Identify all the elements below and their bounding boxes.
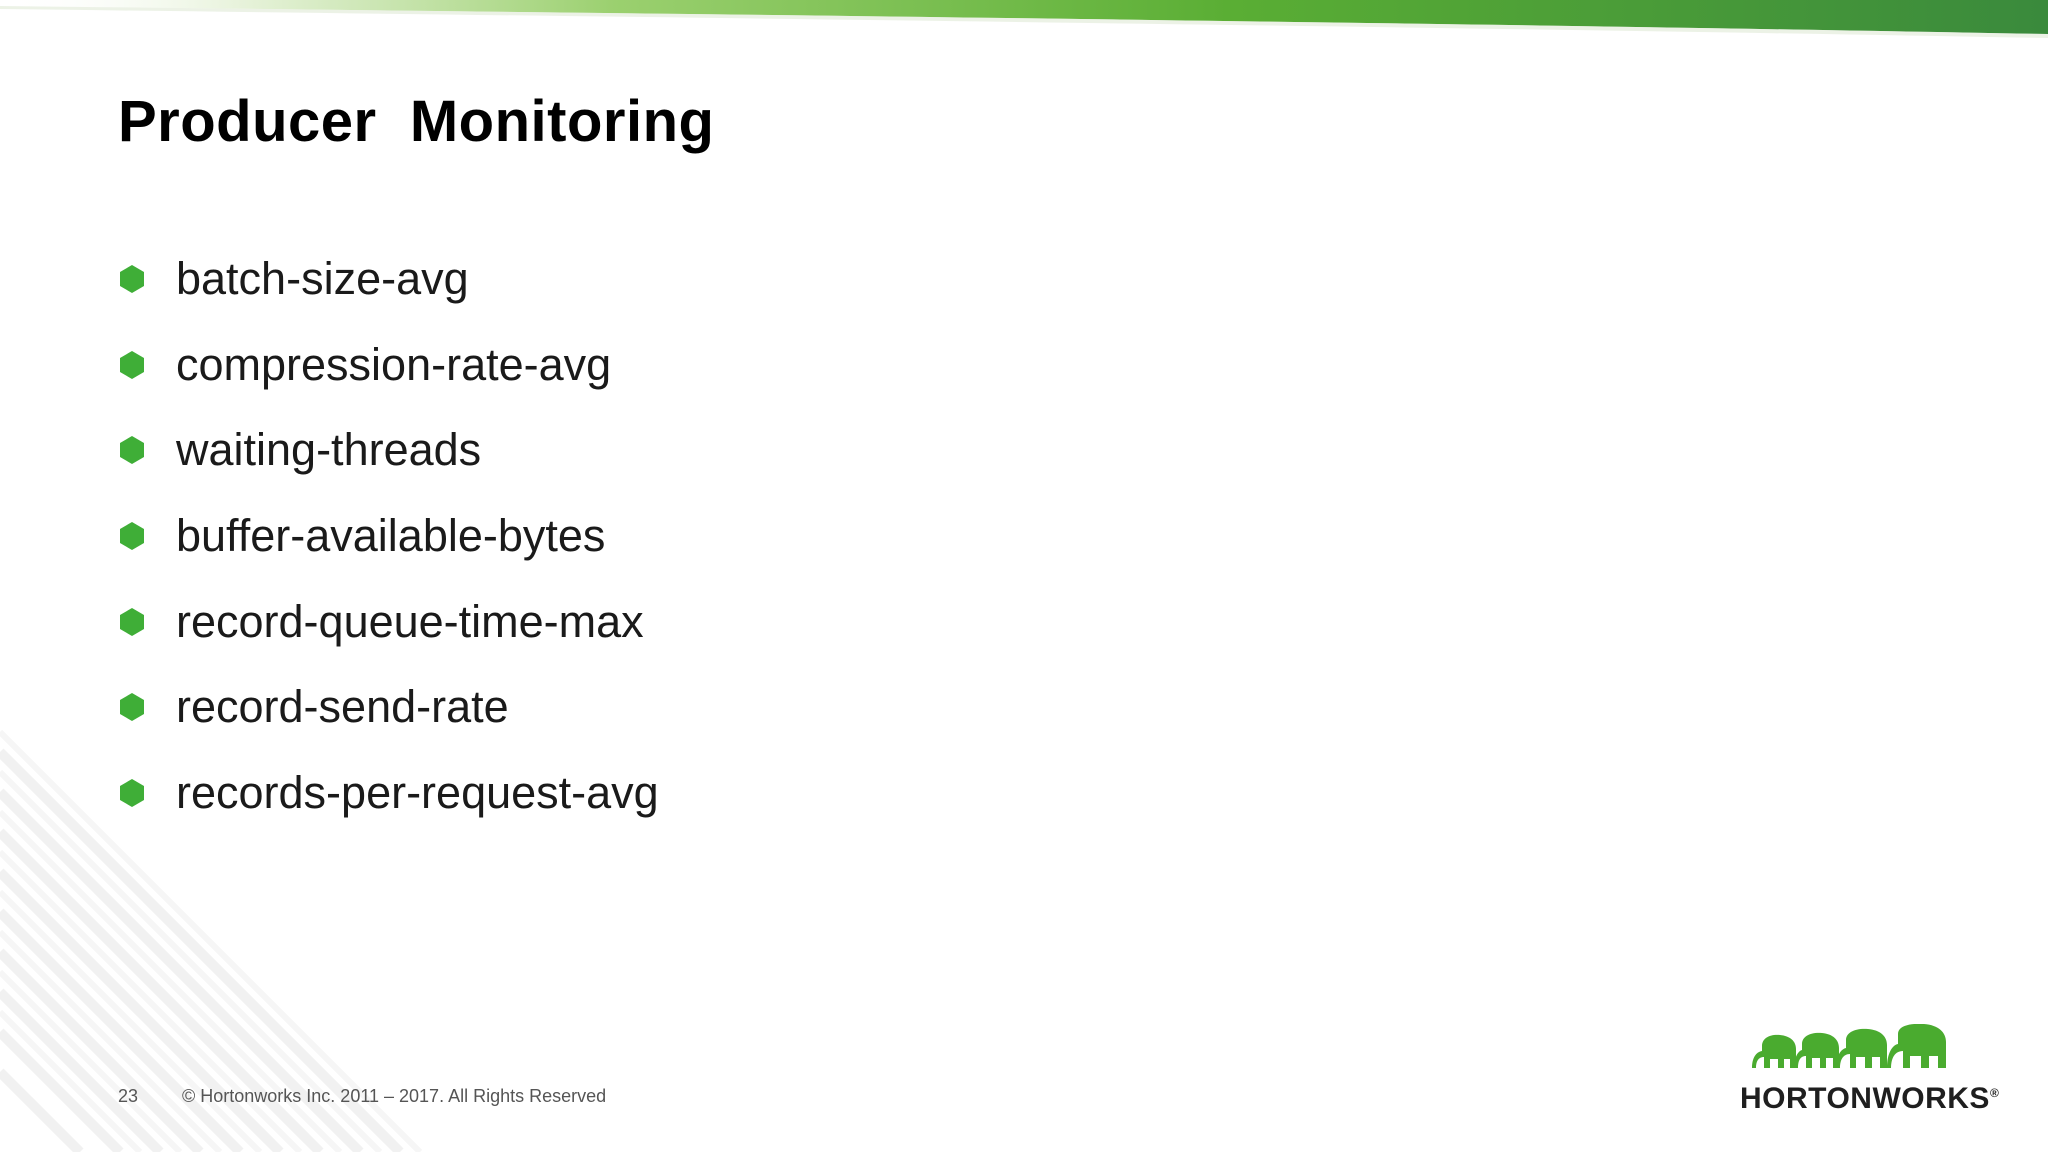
bullet-text: records-per-request-avg <box>176 766 659 818</box>
slide-title: Producer Monitoring <box>118 89 715 154</box>
hexagon-bullet-icon <box>118 607 146 637</box>
bullet-item <box>118 493 659 579</box>
hexagon-bullet-icon <box>118 521 146 551</box>
hexagon-bullet-icon <box>118 350 146 380</box>
bullet-item <box>118 322 659 408</box>
bullet-text: batch-size-avg <box>176 252 469 304</box>
bullet-text: compression-rate-avg <box>176 338 612 390</box>
bullet-item <box>118 579 659 665</box>
bullet-list <box>118 236 659 836</box>
elephants-icon <box>1740 1024 1972 1082</box>
slide-footer <box>118 1086 606 1107</box>
bullet-text: record-queue-time-max <box>176 595 644 647</box>
hexagon-bullet-icon <box>118 264 146 294</box>
hexagon-bullet-icon <box>118 778 146 808</box>
bullet-item <box>118 664 659 750</box>
bullet-item <box>118 236 659 322</box>
bullet-text: waiting-threads <box>176 424 482 476</box>
copyright-text: © Hortonworks Inc. 2011 – 2017. All Rights Reserved <box>182 1086 607 1106</box>
bullet-item <box>118 407 659 493</box>
logo-wordmark: HORTONWORKS® <box>1740 1082 2000 1115</box>
hortonworks-logo <box>1740 1024 2000 1116</box>
top-accent-band <box>0 0 2048 40</box>
bullet-item <box>118 750 659 836</box>
page-number: 23 <box>118 1086 139 1106</box>
bullet-text: buffer-available-bytes <box>176 509 606 561</box>
bullet-text: record-send-rate <box>176 681 509 733</box>
hexagon-bullet-icon <box>118 435 146 465</box>
hexagon-bullet-icon <box>118 692 146 722</box>
